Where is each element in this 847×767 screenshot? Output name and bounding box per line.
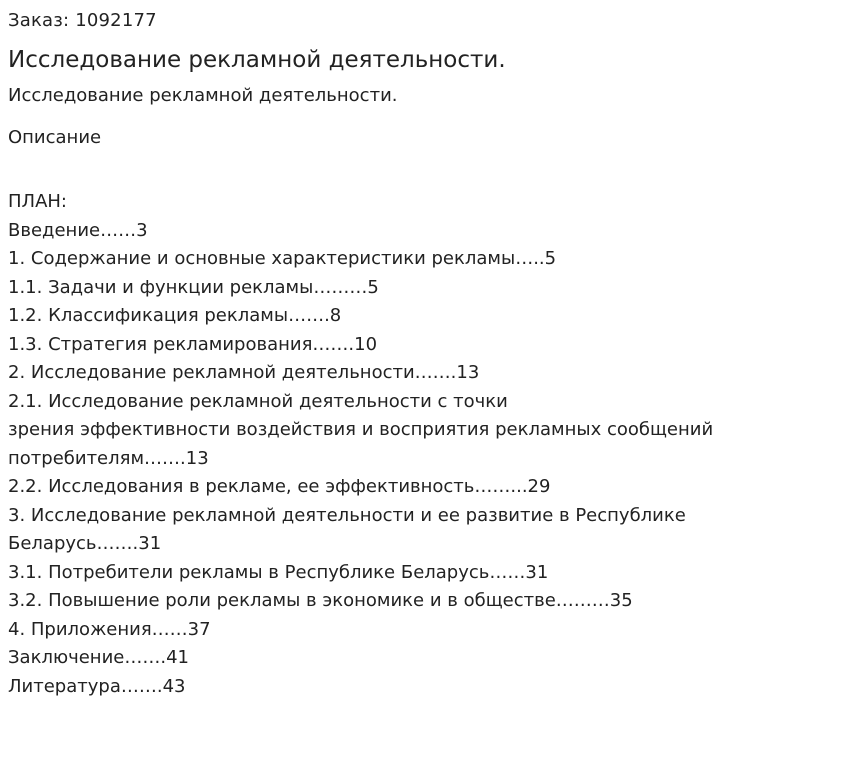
plan-line: 3. Исследование рекламной деятельности и ее развитие в Республике	[8, 504, 686, 526]
plan-line: 1.1. Задачи и функции рекламы………5	[8, 276, 379, 298]
plan-line: 2.2. Исследования в рекламе, ее эффективность……...29	[8, 476, 551, 497]
page-subtitle: Исследование рекламной деятельности.	[8, 85, 398, 106]
plan-line: зрения эффективности воздействия и восприятия рекламных сообщений	[8, 419, 714, 440]
plan-line: Заключение…….41	[8, 647, 189, 668]
plan-line: 2.1. Исследование рекламной деятельности с точки	[8, 390, 508, 412]
plan-line: ПЛАН:	[8, 191, 67, 212]
plan-line: Литература…….43	[8, 675, 186, 697]
plan-line: 1.2. Классификация рекламы…….8	[8, 305, 342, 326]
plan-line: 1.3. Стратегия рекламирования…….10	[8, 333, 378, 355]
plan-line: Беларусь…….31	[8, 533, 162, 554]
description-heading: Описание	[8, 127, 102, 148]
plan-line: 4. Приложения……37	[8, 618, 211, 640]
plan-line: 3.1. Потребители рекламы в Республике Беларусь……31	[8, 561, 549, 583]
plan-line: 3.2. Повышение роли рекламы в экономике и в обществе………35	[8, 590, 633, 611]
plan-line: Введение……3	[8, 219, 148, 241]
plan-line: потребителям…….13	[8, 447, 209, 469]
plan-line: 1. Содержание и основные характеристики рекламы…..5	[8, 248, 557, 269]
page-title: Исследование рекламной деятельности.	[8, 47, 506, 73]
plan-line: 2. Исследование рекламной деятельности…….13	[8, 362, 480, 383]
order-number: Заказ: 1092177	[8, 10, 157, 31]
plan-list	[8, 188, 839, 701]
